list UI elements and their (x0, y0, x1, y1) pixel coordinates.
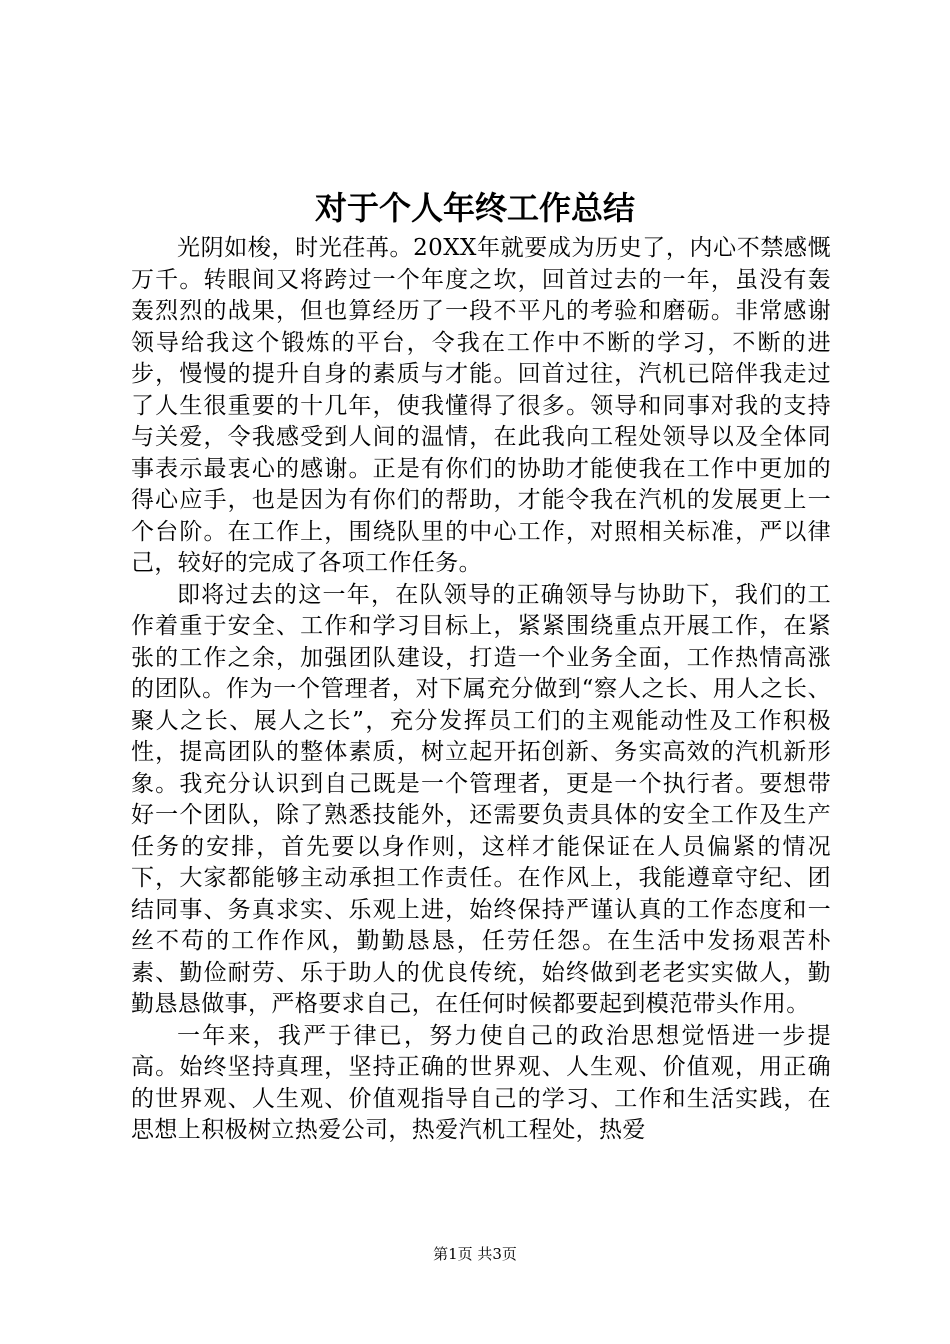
document-body (131, 233, 831, 1147)
paragraph-2: 即将过去的这一年，在队领导的正确领导与协助下，我们的工作着重于安全、工作和学习目标上，紧紧围绕重点开展工作，在紧张的工作之余，加强团队建设，打造一个业务全面，工作热情高涨的团队。作为一个管理者，对下属充分做到“察人之长、用人之长、聚人之长、展人之长”，充分发挥员工们的主观能动性及工作积极性，提高团队的整体素质，树立起开拓创新、务实高效的汽机新形象。我充分认识到自己既是一个管理者，更是一个执行者。要想带好一个团队，除了熟悉技能外，还需要负责具体的安全工作及生产任务的安排，首先要以身作则，这样才能保证在人员偏紧的情况下，大家都能够主动承担工作责任。在作风上，我能遵章守纪、团结同事、务真求实、乐观上进，始终保持严谨认真的工作态度和一丝不苟的工作作风，勤勤恳恳，任劳任怨。在生活中发扬艰苦朴素、勤俭耐劳、乐于助人的优良传统，始终做到老老实实做人，勤勤恳恳做事，严格要求自己，在任何时候都要起到模范带头作用。 (131, 581, 831, 1017)
paragraph-3: 一年来，我严于律已，努力使自己的政治思想觉悟进一步提高。始终坚持真理，坚持正确的世界观、人生观、价值观，用正确的世界观、人生观、价值观指导自己的学习、工作和生活实践，在思想上积极树立热爱公司，热爱汽机工程处，热爱 (131, 1022, 831, 1143)
document-title: 对于个人年终工作总结 (314, 189, 635, 227)
paragraph-1: 光阴如梭，时光荏苒。20XX年就要成为历史了，内心不禁感慨万千。转眼间又将跨过一个年度之坎，回首过去的一年，虽没有轰轰烈烈的战果，但也算经历了一段不平凡的考验和磨砺。非常感谢领导给我这个锻炼的平台，令我在工作中不断的学习，不断的进步，慢慢的提升自身的素质与才能。回首过往，汽机已陪伴我走过了人生很重要的十几年，使我懂得了很多。领导和同事对我的支持与关爱，令我感受到人间的温情，在此我向工程处领导以及全体同事表示最衷心的感谢。正是有你们的协助才能使我在工作中更加的得心应手，也是因为有你们的帮助，才能令我在汽机的发展更上一个台阶。在工作上，围绕队里的中心工作，对照相关标准，严以律己，较好的完成了各项工作任务。 (131, 235, 831, 576)
page-number-footer: 第1页 共3页 (433, 1245, 517, 1263)
